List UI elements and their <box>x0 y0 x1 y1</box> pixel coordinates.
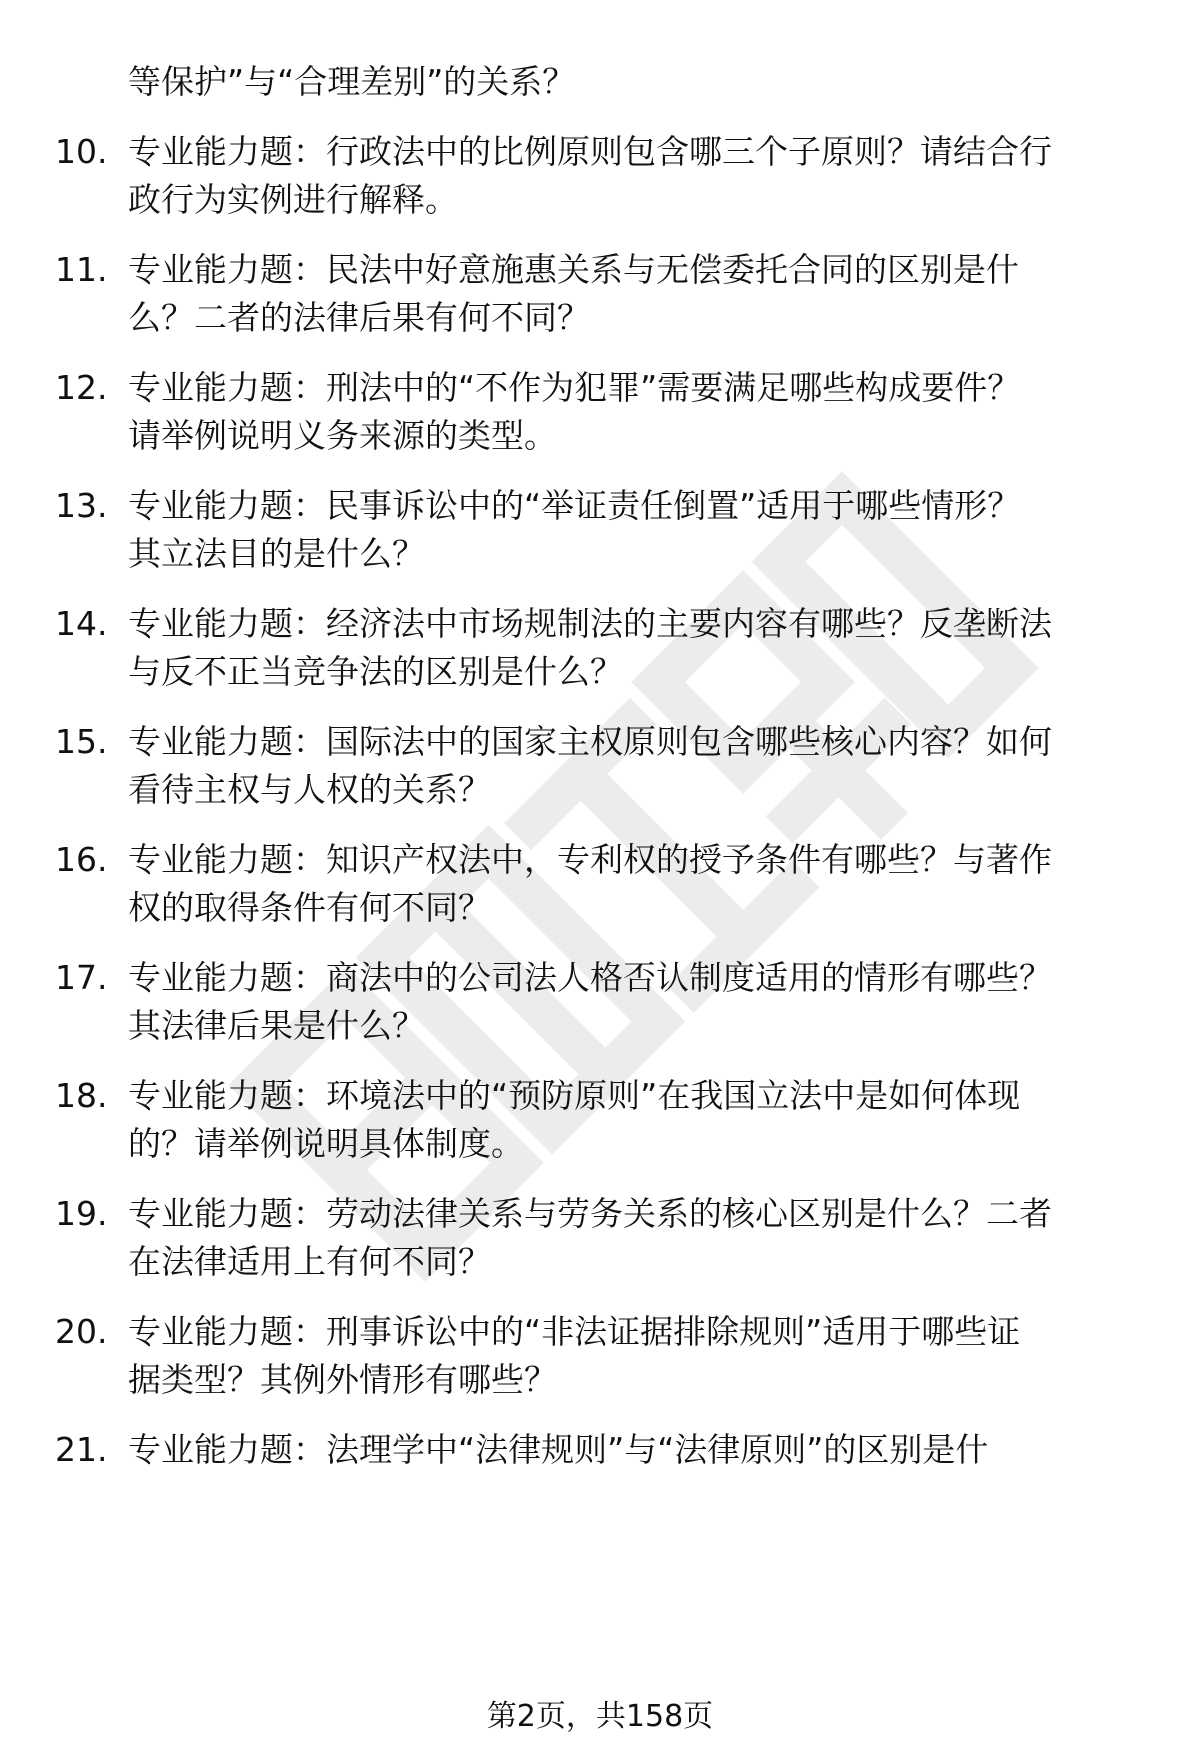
question-line: 专业能力题：国际法中的国家主权原则包含哪些核心内容？如何 <box>128 722 1052 761</box>
question-number: 17. <box>55 958 108 997</box>
continuation-line: 等保护”与“合理差别”的关系？ <box>128 62 576 101</box>
question-line: 据类型？其例外情形有哪些？ <box>128 1360 557 1399</box>
question-number: 21. <box>55 1430 108 1469</box>
question-number: 14. <box>55 604 108 643</box>
question-line: 专业能力题：知识产权法中，专利权的授予条件有哪些？与著作 <box>128 840 1052 879</box>
question-text <box>128 1426 1138 1474</box>
question-line: 专业能力题：法理学中“法律规则”与“法律原则”的区别是什 <box>128 1430 989 1469</box>
question-line: 权的取得条件有何不同？ <box>128 888 491 927</box>
question-line: 专业能力题：经济法中市场规制法的主要内容有哪些？反垄断法 <box>128 604 1052 643</box>
question-text <box>128 836 1138 932</box>
question-text <box>128 1308 1138 1404</box>
question-number: 15. <box>55 722 108 761</box>
question-text <box>128 718 1138 814</box>
question-text <box>128 954 1138 1050</box>
question-line: 专业能力题：刑法中的“不作为犯罪”需要满足哪些构成要件？ <box>128 368 1021 407</box>
question-line: 政行为实例进行解释。 <box>128 180 458 219</box>
question-number: 18. <box>55 1076 108 1115</box>
question-number: 20. <box>55 1312 108 1351</box>
question-line: 看待主权与人权的关系？ <box>128 770 491 809</box>
question-number: 16. <box>55 840 108 879</box>
page-footer: 第2页，共158页 <box>486 1699 714 1734</box>
question-line: 在法律适用上有何不同？ <box>128 1242 491 1281</box>
question-line: 请举例说明义务来源的类型。 <box>128 416 557 455</box>
question-line: 专业能力题：民事诉讼中的“举证责任倒置”适用于哪些情形？ <box>128 486 1021 525</box>
question-line: 专业能力题：刑事诉讼中的“非法证据排除规则”适用于哪些证 <box>128 1312 1021 1351</box>
question-line: 专业能力题：商法中的公司法人格否认制度适用的情形有哪些？ <box>128 958 1052 997</box>
question-line: 其法律后果是什么？ <box>128 1006 425 1045</box>
question-line: 专业能力题：民法中好意施惠关系与无偿委托合同的区别是什 <box>128 250 1019 289</box>
question-line: 专业能力题：劳动法律关系与劳务关系的核心区别是什么？二者 <box>128 1194 1052 1233</box>
question-text <box>128 482 1138 578</box>
question-number: 11. <box>55 250 108 289</box>
question-line: 专业能力题：行政法中的比例原则包含哪三个子原则？请结合行 <box>128 132 1052 171</box>
question-number: 10. <box>55 132 108 171</box>
question-number: 19. <box>55 1194 108 1233</box>
question-line: 么？二者的法律后果有何不同？ <box>128 298 590 337</box>
question-line: 专业能力题：环境法中的“预防原则”在我国立法中是如何体现 <box>128 1076 1021 1115</box>
question-text <box>128 1072 1138 1168</box>
question-text <box>128 600 1138 696</box>
question-text <box>128 1190 1138 1286</box>
question-line: 的？请举例说明具体制度。 <box>128 1124 524 1163</box>
question-number: 13. <box>55 486 108 525</box>
question-number: 12. <box>55 368 108 407</box>
question-text <box>128 128 1138 224</box>
question-text <box>128 246 1138 342</box>
question-line: 其立法目的是什么？ <box>128 534 425 573</box>
question-line: 与反不正当竞争法的区别是什么？ <box>128 652 623 691</box>
question-text <box>128 364 1138 460</box>
